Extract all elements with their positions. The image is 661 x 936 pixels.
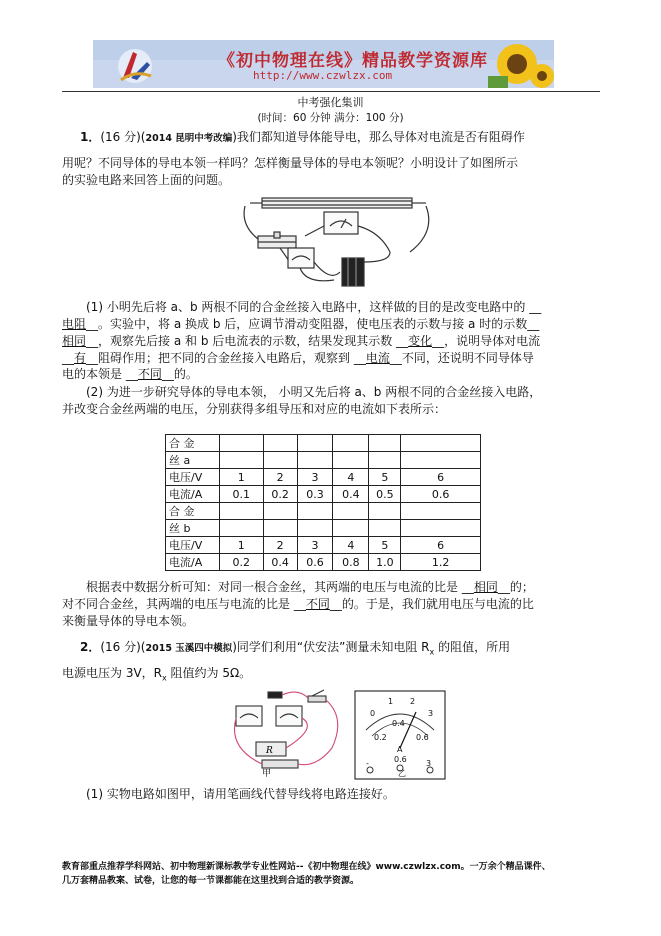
voltmeter-icon bbox=[276, 706, 302, 726]
q1-part1-line2 bbox=[62, 317, 539, 332]
q1-part2-line1: (2) 为进一步研究导体的导电本领， 小明又先后将 a、b 两根不同的合金丝接入电路， bbox=[86, 385, 542, 399]
q1-conclusion-line2-text: 对不同合金丝，其两端的电压与电流的比是 __ bbox=[62, 597, 306, 611]
tick-mid-0: 0.2 bbox=[374, 733, 387, 742]
rheostat-icon bbox=[262, 760, 298, 768]
answer-same-ratio: 相同 bbox=[473, 580, 498, 594]
q1-conclusion-line2-tail: __的。于是，我们就用电压与电流的比 bbox=[329, 597, 534, 611]
switch-icon bbox=[308, 696, 326, 702]
table-cell: 0.4 bbox=[333, 486, 369, 503]
table-cell: 丝 a bbox=[166, 452, 220, 469]
ammeter-icon bbox=[288, 248, 314, 268]
blank-start: __ bbox=[62, 351, 74, 365]
answer-same: 相同 bbox=[62, 334, 87, 348]
table-cell: 丝 b bbox=[166, 520, 220, 537]
table-row-b-voltage bbox=[166, 537, 481, 554]
table-cell: 6 bbox=[401, 537, 481, 554]
table-cell: 3 bbox=[297, 537, 333, 554]
rx-label: R bbox=[266, 746, 273, 756]
footer-line2: 几万套精品教案、试卷，让您的每一节课都能在这里找到合适的教学资源。 bbox=[62, 876, 360, 886]
page-title: 中考强化集训 bbox=[297, 96, 364, 109]
table-cell: 电流/A bbox=[166, 486, 220, 503]
battery-icon bbox=[342, 258, 364, 286]
q2-line2-text: 电源电压为 3V，R bbox=[62, 666, 162, 680]
battery-icon bbox=[268, 692, 282, 698]
table-cell: 2 bbox=[263, 469, 297, 486]
table-cell: 0.2 bbox=[219, 554, 263, 571]
q1-part1-line5-text: 电的本领是 __ bbox=[62, 367, 138, 381]
footer-line1: 教育部重点推荐学科网站、初中物理新课标教学专业性网站--《初中物理在线》www.czwlzx.com。一万余个精品课件、 bbox=[62, 862, 551, 872]
table-row-a-voltage bbox=[166, 469, 481, 486]
q2-part1: (1) 实物电路如图甲，请用笔画线代替导线将电路连接好。 bbox=[86, 787, 395, 801]
q1-line2: 用呢？不同导体的导电本领一样吗？怎样衡量导体的导电本领呢？小明设计了如图所示 bbox=[62, 156, 519, 170]
q2-line2 bbox=[62, 666, 251, 685]
tick-mid-1: 0.4 bbox=[392, 719, 405, 728]
q1-conclusion-line3: 来衡量导体的导电本领。 bbox=[62, 614, 195, 628]
q1-part1-line5 bbox=[62, 367, 198, 382]
q2-line1 bbox=[80, 640, 510, 659]
answer-different-ratio: 不同 bbox=[305, 597, 330, 611]
table-cell: 0.6 bbox=[401, 486, 481, 503]
table-cell: 0.4 bbox=[263, 554, 297, 571]
figure-label-yi: 乙 bbox=[398, 769, 406, 778]
q1-source: 2014 昆明中考改编 bbox=[145, 133, 233, 144]
ammeter-icon bbox=[236, 706, 262, 726]
table-cell: 1.2 bbox=[401, 554, 481, 571]
table-row-a-current bbox=[166, 486, 481, 503]
q1-part2-line2: 并改变合金丝两端的电压，分别获得多组导压和对应的电流如下表所示： bbox=[62, 402, 447, 416]
table-row-b-label1 bbox=[166, 503, 481, 520]
table-cell: 电压/V bbox=[166, 537, 220, 554]
table-cell: 0.6 bbox=[297, 554, 333, 571]
terminal-right: 3 bbox=[426, 759, 432, 768]
q1-part1-line3 bbox=[62, 334, 540, 349]
table-cell: 2 bbox=[263, 537, 297, 554]
table-cell: 1.0 bbox=[369, 554, 401, 571]
table-cell: 1 bbox=[219, 469, 263, 486]
banner-url[interactable]: http://www.czwlzx.com bbox=[253, 69, 393, 82]
q2-points: (16 分)( bbox=[100, 640, 146, 654]
table-row-a-label1 bbox=[166, 435, 481, 452]
terminal-minus: - bbox=[366, 759, 369, 768]
answer-different: 不同 bbox=[137, 367, 162, 381]
q2-source: 2015 玉溪四中模拟 bbox=[145, 643, 233, 654]
q1-part1-line1: (1) 小明先后将 a、b 两根不同的合金丝接入电路中，这样做的目的是改变电路中的 __ bbox=[86, 300, 542, 314]
q1-part1-line4 bbox=[62, 351, 534, 366]
tick-top-1: 1 bbox=[388, 697, 394, 706]
terminal-mid: 0.6 bbox=[394, 755, 407, 764]
table-cell: 0.5 bbox=[369, 486, 401, 503]
table-cell: 6 bbox=[401, 469, 481, 486]
answer-resistance: 电阻 bbox=[62, 317, 87, 331]
table-cell: 4 bbox=[333, 537, 369, 554]
tick-top-3: 3 bbox=[428, 709, 434, 718]
q1-line1-text: )我们都知道导体能导电，那么导体对电流是否有阻碍作 bbox=[232, 130, 525, 144]
table-cell: 4 bbox=[333, 469, 369, 486]
table-cell: 5 bbox=[369, 537, 401, 554]
logo-icon bbox=[118, 49, 152, 83]
table-cell: 5 bbox=[369, 469, 401, 486]
tick-mid-2: 0.6 bbox=[416, 733, 429, 742]
q2-line1-text: )同学们利用“伏安法”测量未知电阻 R bbox=[232, 640, 430, 654]
tick-top-2: 2 bbox=[410, 697, 416, 706]
q2-ammeter-figure bbox=[354, 690, 446, 780]
data-table bbox=[165, 434, 481, 571]
table-cell: 电流/A bbox=[166, 554, 220, 571]
q1-part1-line5-tail: __的。 bbox=[161, 367, 198, 381]
q1-part1-line4-text: __阻碍作用；把不同的合金丝接入电路后，观察到 __ bbox=[86, 351, 366, 365]
table-row-a-label2 bbox=[166, 452, 481, 469]
answer-current: 电流 bbox=[365, 351, 390, 365]
q2-circuit-figure bbox=[228, 688, 350, 780]
table-cell: 0.3 bbox=[297, 486, 333, 503]
table-cell: 电压/V bbox=[166, 469, 220, 486]
q1-circuit-figure bbox=[240, 192, 436, 300]
table-cell: 合 金 bbox=[166, 435, 220, 452]
answer-change: 变化 bbox=[408, 334, 433, 348]
q1-part1-line2-text: __。实验中，将 a 换成 b 后，应调节滑动变阻器，使电压表的示数与接 a 时的示数__ bbox=[86, 317, 540, 331]
q1-line1 bbox=[80, 130, 525, 146]
table-cell: 0.1 bbox=[219, 486, 263, 503]
q2-subscript-x: x bbox=[429, 647, 435, 657]
figure-label-jia: 甲 bbox=[262, 769, 272, 779]
table-cell: 0.2 bbox=[263, 486, 297, 503]
q2-line2-tail: 阻值约为 5Ω。 bbox=[166, 666, 252, 680]
q2-number: 2． bbox=[80, 640, 101, 654]
q1-conclusion-line1 bbox=[86, 580, 534, 595]
table-cell: 0.8 bbox=[333, 554, 369, 571]
voltmeter-icon bbox=[324, 212, 358, 234]
q1-conclusion-line2 bbox=[62, 597, 534, 612]
table-cell: 3 bbox=[297, 469, 333, 486]
q1-part1-line3-tail: __，说明导体对电流 bbox=[432, 334, 541, 348]
page-subtitle: (时间：60 分钟 满分：100 分) bbox=[257, 112, 404, 124]
table-cell: 1 bbox=[219, 537, 263, 554]
q1-conclusion-line1-text: 根据表中数据分析可知：对同一根合金丝，其两端的电压与电流的比是 __ bbox=[86, 580, 474, 594]
q2-subscript-x2: x bbox=[162, 673, 167, 683]
header-rule bbox=[62, 91, 600, 92]
q2-line1-end: 的阻值，所用 bbox=[434, 640, 511, 654]
q1-number: 1． bbox=[80, 130, 101, 144]
q1-line3: 的实验电路来回答上面的问题。 bbox=[62, 173, 231, 187]
header-banner bbox=[93, 40, 554, 88]
q1-conclusion-line1-tail: __的； bbox=[497, 580, 534, 594]
banner-title: 《初中物理在线》精品教学资源库 bbox=[218, 51, 488, 71]
wire-board bbox=[262, 198, 412, 208]
meter-unit: A bbox=[397, 745, 403, 754]
table-row-b-label2 bbox=[166, 520, 481, 537]
tick-top-0: 0 bbox=[370, 709, 376, 718]
table-row-b-current bbox=[166, 554, 481, 571]
q1-points: (16 分)( bbox=[100, 130, 146, 144]
q1-part1-line4-tail: __不同，还说明不同导体导 bbox=[389, 351, 534, 365]
q1-part1-line3-text: __，观察先后接 a 和 b 后电流表的示数，结果发现其示数 __ bbox=[86, 334, 409, 348]
answer-has: 有 bbox=[74, 351, 87, 365]
table-cell: 合 金 bbox=[166, 503, 220, 520]
